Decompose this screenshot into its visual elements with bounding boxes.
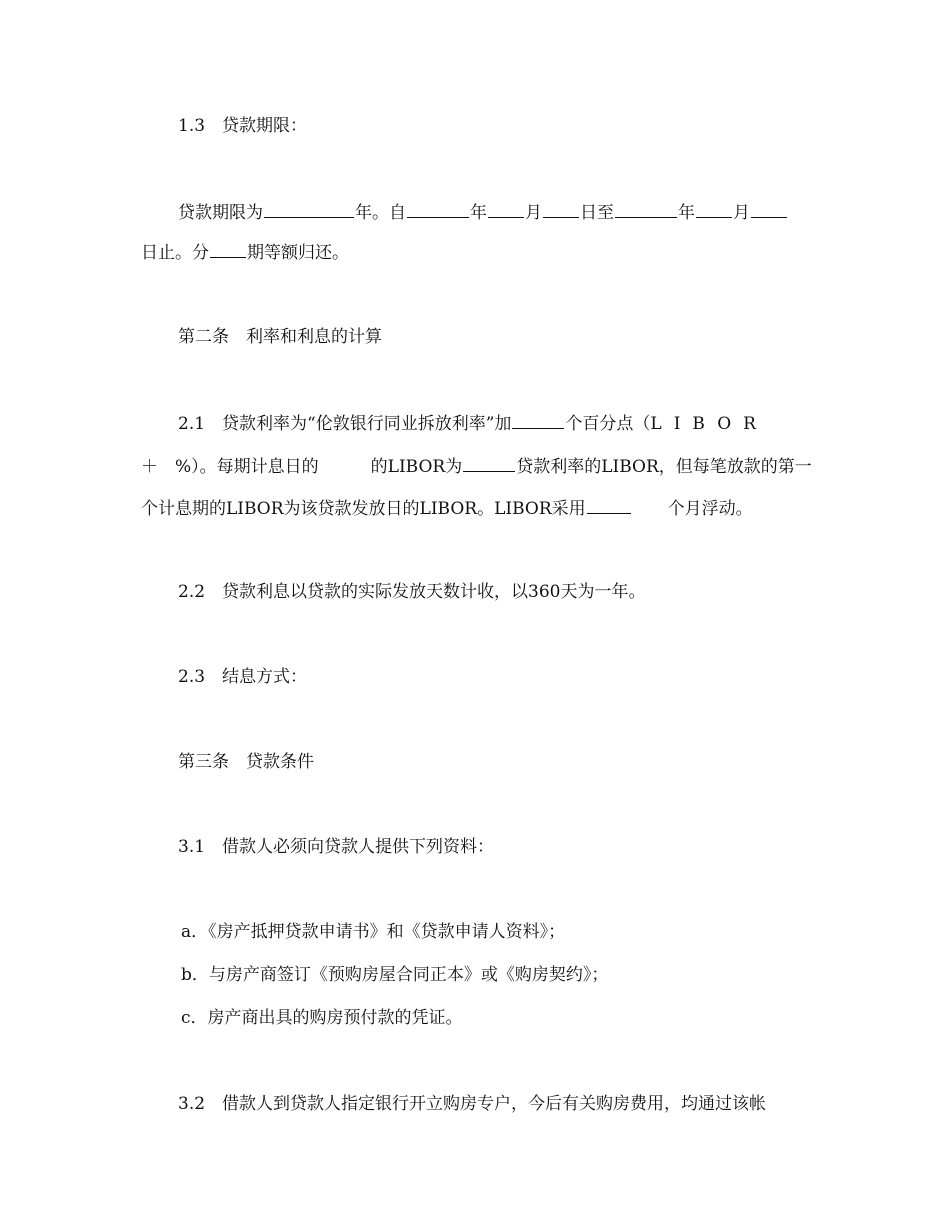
list-item-b: b．与房产商签订《预购房屋合同正本》或《购房契约》；: [181, 965, 609, 985]
section-3-2: 3.2 借款人到贷款人指定银行开立购房专户，今后有关购房费用，均通过该帐: [178, 1094, 767, 1114]
blank-start-day[interactable]: [543, 200, 579, 218]
loan-term-line-2: 日止。分 期等额归还。: [141, 240, 349, 264]
section-1-3-heading: 1.3 贷款期限：: [178, 116, 308, 136]
section-2-2: 2.2 贷款利息以贷款的实际发放天数计收，以360天为一年。: [178, 582, 646, 602]
section-2-1-line-1: 2.1 贷款利率为“伦敦银行同业拆放利率”加 个百分点（LIBOR: [178, 411, 768, 435]
blank-end-day[interactable]: [751, 200, 787, 218]
blank-installments[interactable]: [210, 240, 246, 258]
blank-start-year[interactable]: [407, 200, 469, 218]
article-2-heading: 第二条 利率和利息的计算: [178, 327, 382, 347]
blank-percentage-points[interactable]: [512, 411, 564, 429]
loan-term-line-1: 贷款期限为 年。自 年 月 日至 年 月: [178, 200, 788, 224]
blank-start-month[interactable]: [488, 200, 524, 218]
article-3-heading: 第三条 贷款条件: [178, 752, 314, 772]
blank-end-month[interactable]: [696, 200, 732, 218]
blank-term-years[interactable]: [264, 200, 354, 218]
section-2-3: 2.3 结息方式：: [178, 667, 308, 687]
blank-end-year[interactable]: [615, 200, 677, 218]
list-item-c: c．房产商出具的购房预付款的凭证。: [181, 1008, 463, 1028]
blank-libor-period[interactable]: [463, 454, 515, 472]
section-3-1: 3.1 借款人必须向贷款人提供下列资料：: [178, 837, 495, 857]
list-item-a: a．《房产抵押贷款申请书》和《贷款申请人资料》；: [181, 922, 566, 942]
blank-float-months[interactable]: [587, 496, 631, 514]
section-2-1-line-2: ＋ %）。每期计息日的 的LIBOR为 贷款利率的LIBOR，但每笔放款的第一: [141, 454, 812, 478]
section-2-1-line-3: 个计息期的LIBOR为该贷款发放日的LIBOR。LIBOR采用 个月浮动。: [141, 496, 753, 520]
